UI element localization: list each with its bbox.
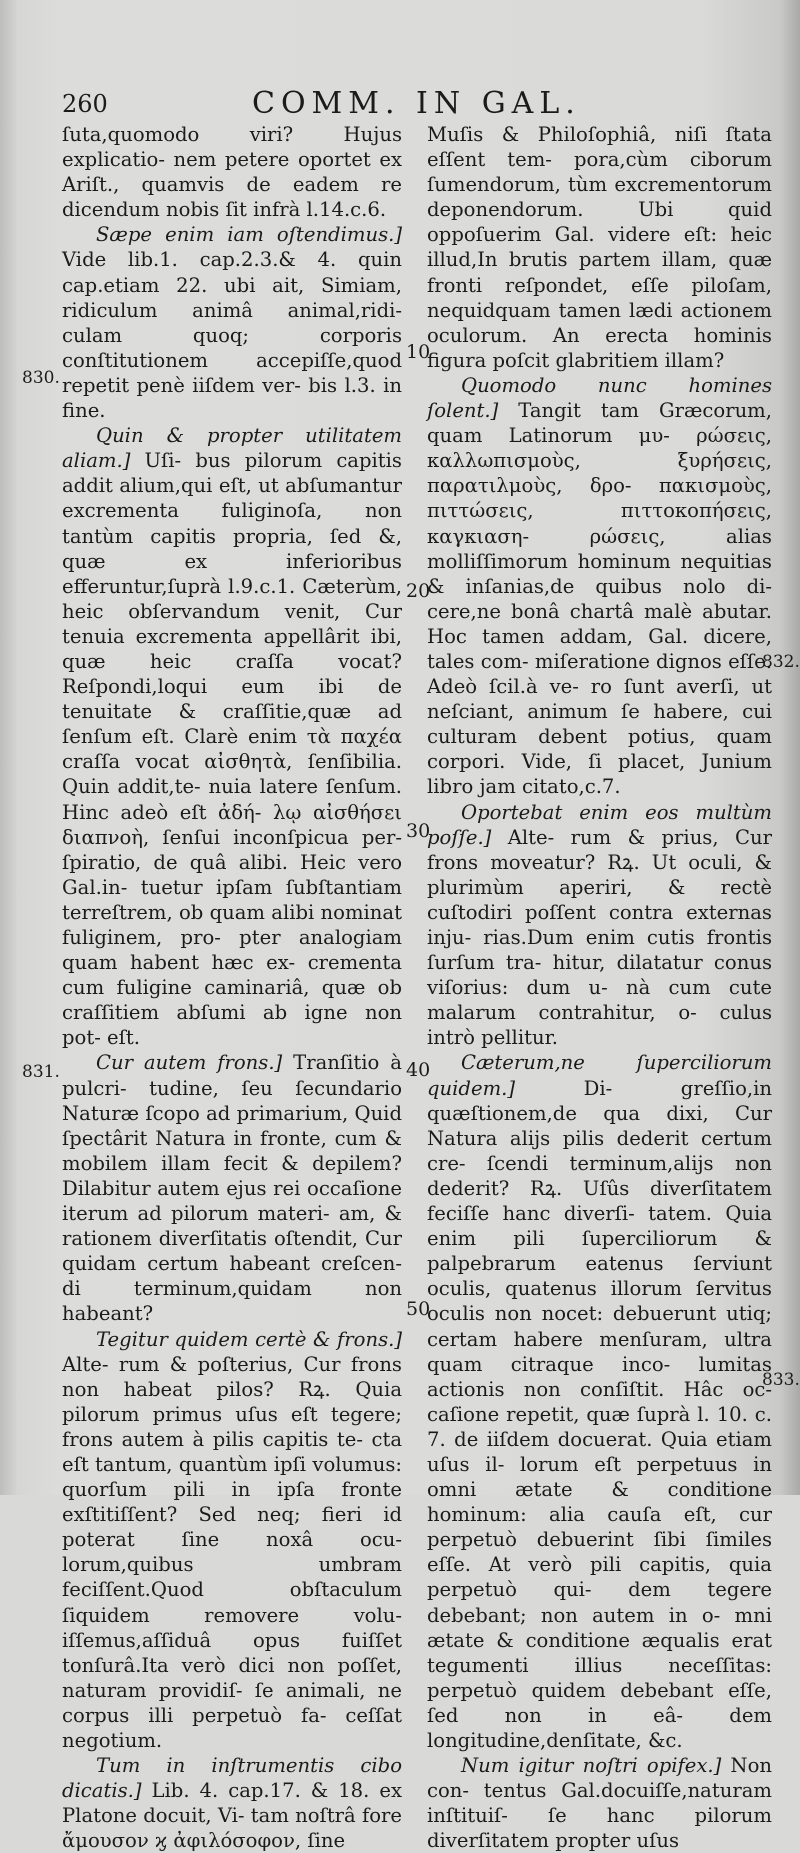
paragraph <box>62 1050 402 1326</box>
commentary-text: Tangit tam Græcorum, quam Latinorum μυ- ρώσεις, καλλωπισμοὺς, ξυρήσεις, παρατιλμοὺς, δρο- πακισμοὺς, πιττώσεις, πιττοκοπήσεις, καγκιαση- ρώσεις, alias molliſſimorum hominum nequitias & inſanias,de quibus nolo di- cere,ne bonâ chartâ malè abutar. Hoc tamen addam, Gal. dicere, tales com- miſeratione dignos eſſe. Adeò ſcil.à ve- ro ſunt averſi, ut neſciant, animum ſe habere, cui culturam debent potius, quam corpori. Vide, ſi placet, Junium libro jam citato,c.7. <box>427 399 772 799</box>
paragraph <box>427 373 772 800</box>
commentary-text: Uſi- bus pilorum capitis addit alium,qui eſt, ut abſumantur excrementa fuliginoſa, non tantùm capitis propria, ſed &, quæ ex inferioribus efferuntur,ſuprà l.9.c.1. Cæterùm, heic obſervandum venit, Cur tenuia excrementa appellârit ibi, quæ heic craſſa vocat? Reſpondi,loqui eum ibi de tenuitate & craſſitie,quæ ad ſenſum eſt. Clarè enim τὰ παχέα craſſa vocat αἰσθητὰ, ſenſibilia. Quin addit,te- nuia latere ſenſum. Hinc adeò eſt ἀδή- λῳ αἰσθήσει διαπνοὴ, ſenſui inconſpicua per- ſpiratio, de quâ alibi. Heic vero Gal.in- tuetur ipſam ſubſtantiam terreſtrem, ob quam alibi nominat fuliginem, pro- pter analogiam quam habent hæc ex- crementa cum fuligine caminariâ, quæ ob craſſitiem abſumi ab igne non pot- eſt. <box>62 449 402 1050</box>
paragraph <box>62 1327 402 1754</box>
lemma: Cur autem frons.] <box>96 1051 283 1075</box>
line-number: 40 <box>406 1059 431 1081</box>
margin-reference: 832. <box>762 652 800 672</box>
lemma: Tegitur quidem certè & frons.] <box>96 1327 402 1351</box>
margin-reference: 833. <box>762 1370 800 1390</box>
paragraph <box>427 800 772 1051</box>
paragraph <box>62 423 402 1050</box>
paragraph <box>62 1753 402 1853</box>
line-number: 50 <box>406 1298 431 1320</box>
commentary-text: Alte- rum & poſterius, Cur frons non habeat pilos? Rꝝ. Quia pilorum primus uſus eſt tegere; frons autem à pilis capitis te- cta eſt tantum, quantùm ipſi volumus: quorſum pili in ipſa fronte exſtitiſſent? Sed neq; fieri id poterat ſine noxâ ocu- lorum,quibus umbram feciſſent.Quod obſtaculum ſiquidem removere volu- iſſemus,aſſiduâ opus fuiſſet tonſurâ.Ita verò dici non poſſet, naturam providiſ- ſe animali, ne corpus illi perpetuò fa- ceſſat negotium. <box>62 1352 402 1752</box>
commentary-text: Tranſitio à pulcri- tudine, ſeu ſecundario Naturæ ſcopo ad primarium, Quid ſpectârit Natura in fronte, cum & mobilem illam fecit & depilem? Dilabitur autem ejus rei occaſione iterum ad pilorum materi- am, & rationem diverſitatis oſtendit, Cur quidam certum habeant creſcen- di terminum,quidam non habeant? <box>62 1051 402 1326</box>
commentary-text: Vide lib.1. cap.2.3.& 4. quin cap.etiam 22. ubi ait, Simiam, ridiculum animâ animal,ridi- culam quoq; corporis conſtitutionem accepiſſe,quod repetit penè iiſdem ver- bis l.3. in fine. <box>62 248 402 423</box>
paragraph <box>427 1050 772 1753</box>
lemma: Quin & propter utilitatem aliam.] <box>62 424 402 473</box>
right-column <box>427 122 772 1853</box>
lemma: Sæpe enim iam oſtendimus.] <box>96 223 402 247</box>
commentary-text: Muſis & Philoſophiâ, niſi ſtata eſſent tem- pora,cùm ciborum ſumendorum, tùm excrementorum deponendorum. Ubi quid oppoſuerim Gal. videre eſt: heic illud,In brutis partem illam, quæ fronti reſpondet, eſſe piloſam, nequidquam tamen lædi actionem oculorum. An erecta hominis figura poſcit glabritiem illam? <box>427 123 772 372</box>
page-number: 260 <box>62 90 108 118</box>
commentary-text: Non con- tentus Gal.docuiſſe,naturam inſtituiſ- ſe hanc pilorum diverſitatem propter uſus <box>427 1754 772 1853</box>
margin-reference: 831. <box>22 1062 60 1082</box>
lemma: Cæterum,ne ſuperciliorum quidem.] <box>427 1051 772 1100</box>
line-number: 10 <box>406 341 431 363</box>
commentary-text: ſuta,quomodo viri? Hujus explicatio- nem petere oportet ex Ariſt., quamvis de eadem re dicendum nobis ſit infrà l.14.c.6. <box>62 123 402 222</box>
lemma: Oportebat enim eos multùm poſſe.] <box>427 800 772 849</box>
lemma: Num igitur noſtri opifex.] <box>461 1754 722 1778</box>
paragraph <box>427 1753 772 1853</box>
left-column <box>62 122 402 1853</box>
running-title: COMM. IN GAL. <box>252 86 581 121</box>
paragraph <box>427 122 772 373</box>
paragraph <box>62 122 402 222</box>
commentary-text: Di- greſſio,in quæſtionem,de qua dixi, Cur Natura alijs pilis dederit certum cre- ſcendi terminum,alijs non dederit? Rꝝ. Uſûs diverſitatem feciſſe hanc diverſi- tatem. Quia enim pili ſuperciliorum & palpebrarum eatenus ſerviunt oculis, quatenus illorum ſervitus oculis non nocet: debuerunt utiq; certam habere menſuram, ultra quam citraque inco- lumitas actionis non conſiſtit. Hâc oc- caſione repetit, quæ ſuprà l. 10. c. 7. de iiſdem docuerat. Quia etiam uſus il- lorum eſt perpetuus in omni ætate & conditione hominum: alia cauſa eſt, cur perpetuò debuerint ſibi ſimiles eſſe. At verò pili capitis, quia perpetuò qui- dem tegere debebant; non autem in o- mni ætate & conditione æqualis erat tegumenti illius neceſſitas: perpetuò quidem debebant eſſe, ſed non in eâ- dem longitudine,denſitate, &c. <box>427 1076 772 1752</box>
commentary-text: Lib. 4. cap.17. & 18. ex Platone docuit, Vi- tam noſtrâ fore ἄμουσον ϗ ἀφιλόσοφον, ſine <box>62 1779 402 1853</box>
commentary-text: Alte- rum & prius, Cur frons moveatur? Rꝝ. Ut oculi, & plurimùm aperiri, & rectè cuſtodiri poſſent contra externas inju- rias.Dum enim cutis frontis ſurſum tra- hitur, dilatatur conus viſorius: dum u- nà cum cute malarum contrahitur, o- culus intrò pellitur. <box>427 825 772 1050</box>
page-header <box>0 86 800 120</box>
line-number: 30 <box>406 820 431 842</box>
lemma: Tum in inſtrumentis cibo dicatis.] <box>62 1754 402 1803</box>
lemma: Quomodo nunc homines ſolent.] <box>427 373 772 423</box>
margin-reference: 830. <box>22 368 60 388</box>
line-number: 20 <box>406 580 431 602</box>
paragraph <box>62 222 402 423</box>
